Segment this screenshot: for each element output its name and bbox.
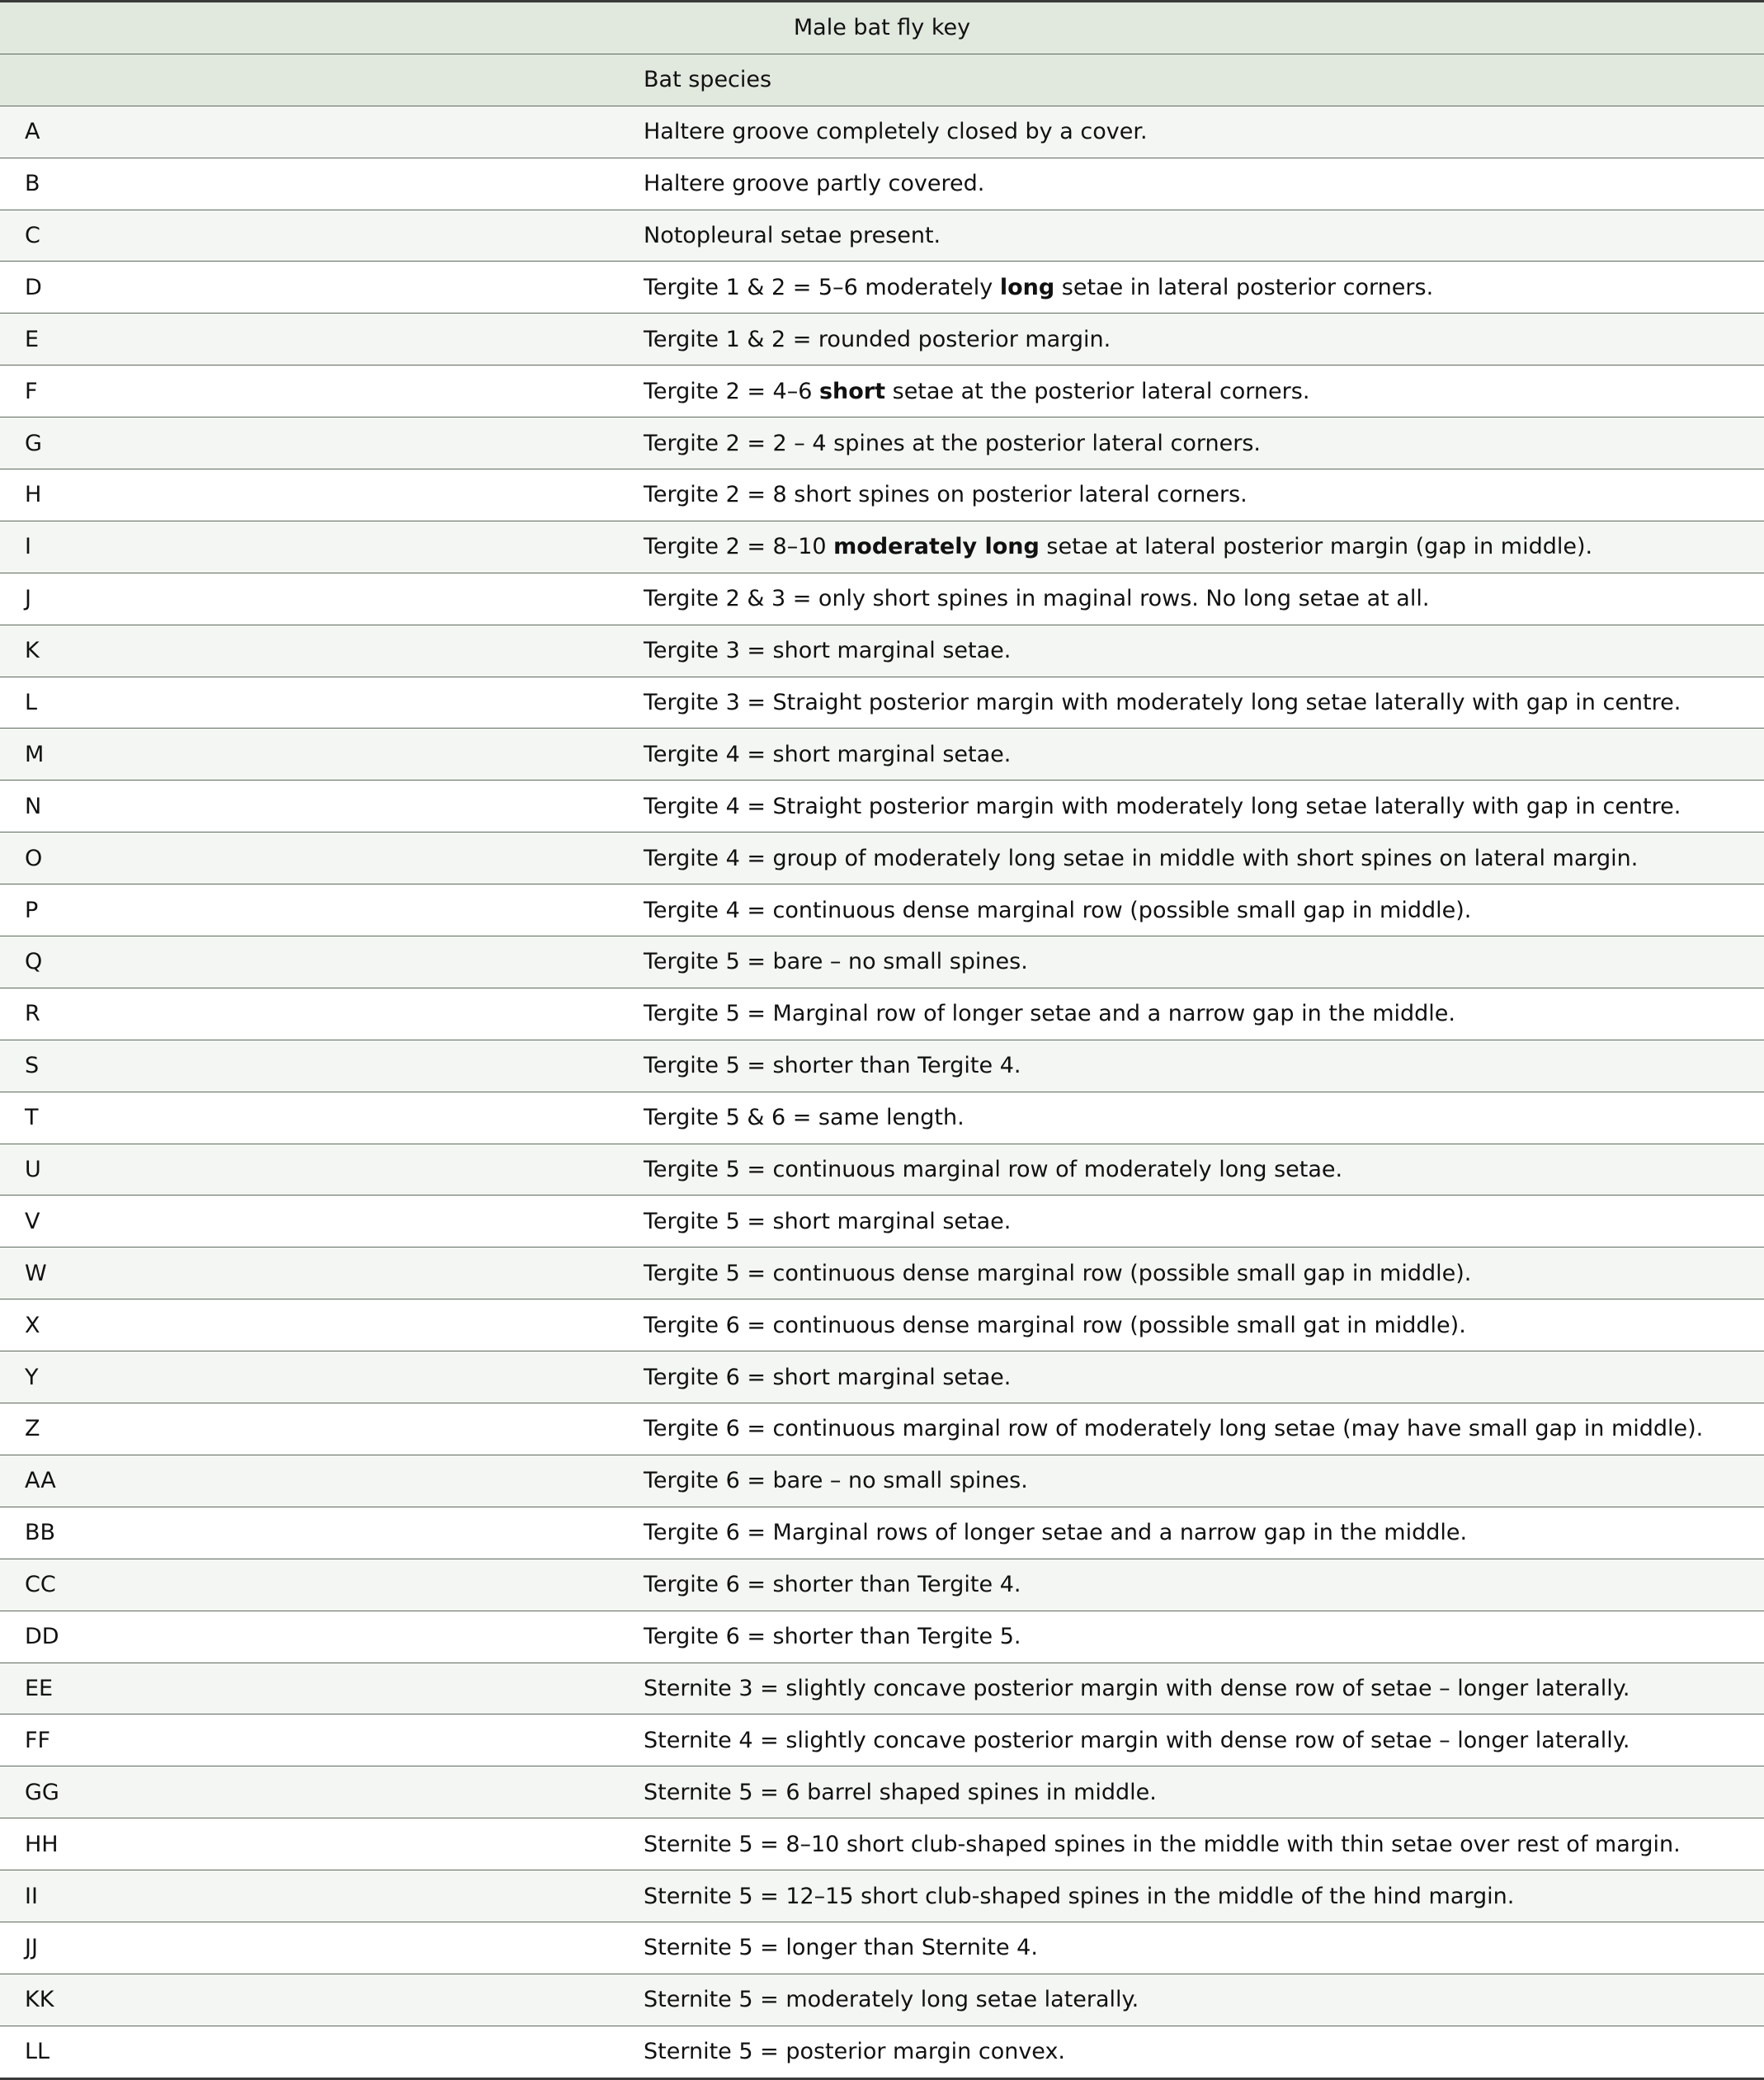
row-description — [619, 210, 1764, 262]
table-row — [0, 1922, 1764, 1974]
description-text: Tergite 4 = Straight posterior margin with moderately long setae laterally with gap in centre. — [644, 793, 1681, 819]
description-text: Tergite 2 = 8–10 — [644, 534, 834, 560]
row-key: R — [0, 988, 619, 1040]
table-row — [0, 677, 1764, 729]
description-text: Tergite 5 = short marginal setae. — [644, 1208, 1012, 1234]
table-row — [0, 469, 1764, 521]
table-row — [0, 210, 1764, 262]
description-text: Tergite 6 = continuous marginal row of moderately long setae (may have small gap in middle). — [644, 1416, 1704, 1442]
row-description — [619, 262, 1764, 314]
row-description — [619, 521, 1764, 573]
row-key: D — [0, 262, 619, 314]
table-row — [0, 158, 1764, 210]
description-text: Sternite 5 = 8–10 short club-shaped spines in the middle with thin setae over rest of margin. — [644, 1831, 1681, 1857]
row-description — [619, 469, 1764, 521]
row-description — [619, 1144, 1764, 1196]
description-text: Sternite 5 = 12–15 short club-shaped spines in the middle of the hind margin. — [644, 1883, 1515, 1909]
table-body — [0, 106, 1764, 2078]
description-text: Tergite 2 & 3 = only short spines in maginal rows. No long setae at all. — [644, 586, 1430, 612]
row-description — [619, 1248, 1764, 1299]
table-row — [0, 417, 1764, 469]
table-row — [0, 262, 1764, 314]
table-row — [0, 1663, 1764, 1714]
description-text: Tergite 2 = 4–6 — [644, 378, 819, 404]
description-text: Tergite 6 = Marginal rows of longer setae and a narrow gap in the middle. — [644, 1520, 1468, 1546]
row-key: L — [0, 677, 619, 729]
table-row — [0, 521, 1764, 573]
row-key: E — [0, 314, 619, 366]
description-text: Sternite 5 = posterior margin convex. — [644, 2039, 1066, 2065]
table-row — [0, 1299, 1764, 1351]
description-text: Tergite 6 = bare – no small spines. — [644, 1468, 1028, 1494]
row-description — [619, 1455, 1764, 1507]
description-emphasis: moderately long — [833, 534, 1040, 560]
row-description — [619, 1196, 1764, 1248]
table-row — [0, 1455, 1764, 1507]
description-text: Tergite 5 = shorter than Tergite 4. — [644, 1053, 1021, 1079]
description-text: Tergite 5 = Marginal row of longer setae and a narrow gap in the middle. — [644, 1001, 1455, 1027]
row-description — [619, 1351, 1764, 1403]
row-key: F — [0, 366, 619, 417]
row-description — [619, 677, 1764, 729]
description-text: Sternite 4 = slightly concave posterior margin with dense row of setae – longer laterally. — [644, 1727, 1630, 1753]
table-row — [0, 1714, 1764, 1766]
description-text: Sternite 5 = longer than Sternite 4. — [644, 1935, 1038, 1961]
row-description — [619, 884, 1764, 936]
table-row — [0, 366, 1764, 417]
description-text: Tergite 3 = Straight posterior margin with moderately long setae laterally with gap in centre. — [644, 690, 1681, 716]
row-key: K — [0, 625, 619, 677]
row-key: LL — [0, 2026, 619, 2078]
description-text: Tergite 5 = bare – no small spines. — [644, 949, 1028, 975]
description-text: Tergite 4 = continuous dense marginal row (possible small gap in middle). — [644, 897, 1472, 923]
row-key: KK — [0, 1974, 619, 2026]
row-description — [619, 106, 1764, 158]
row-description — [619, 1040, 1764, 1092]
description-text: Tergite 1 & 2 = 5–6 moderately — [644, 274, 1000, 300]
table-header-row — [0, 54, 1764, 106]
table-row — [0, 1974, 1764, 2026]
description-text: Tergite 5 = continuous dense marginal row (possible small gap in middle). — [644, 1260, 1472, 1286]
row-key: Q — [0, 936, 619, 988]
row-description — [619, 832, 1764, 884]
description-text: Sternite 5 = 6 barrel shaped spines in middle. — [644, 1779, 1157, 1805]
description-text: Tergite 6 = short marginal setae. — [644, 1364, 1012, 1390]
description-text: Notopleural setae present. — [644, 223, 941, 248]
row-key: C — [0, 210, 619, 262]
table-row — [0, 1611, 1764, 1663]
description-text: Tergite 3 = short marginal setae. — [644, 638, 1012, 664]
row-description — [619, 1922, 1764, 1974]
table-row — [0, 1559, 1764, 1611]
description-text: Tergite 6 = shorter than Tergite 5. — [644, 1624, 1021, 1650]
table-row — [0, 1870, 1764, 1922]
row-key: M — [0, 729, 619, 781]
row-key: V — [0, 1196, 619, 1248]
row-description — [619, 417, 1764, 469]
description-text: Tergite 6 = shorter than Tergite 4. — [644, 1572, 1021, 1598]
row-description — [619, 936, 1764, 988]
row-key: U — [0, 1144, 619, 1196]
table-row — [0, 729, 1764, 781]
table-row — [0, 884, 1764, 936]
row-key: Z — [0, 1403, 619, 1455]
row-key: Y — [0, 1351, 619, 1403]
description-text: Tergite 4 = short marginal setae. — [644, 741, 1012, 767]
description-text-cont: setae at the posterior lateral corners. — [885, 378, 1310, 404]
table-row — [0, 1818, 1764, 1870]
row-key: H — [0, 469, 619, 521]
description-text: Haltere groove completely closed by a cover. — [644, 119, 1148, 145]
table-title-row — [0, 2, 1764, 54]
description-text: Sternite 5 = moderately long setae laterally. — [644, 1987, 1139, 2013]
table-title: Male bat fly key — [0, 2, 1764, 54]
row-description — [619, 781, 1764, 832]
table-row — [0, 1507, 1764, 1559]
row-key: DD — [0, 1611, 619, 1663]
row-description — [619, 1507, 1764, 1559]
row-description — [619, 1974, 1764, 2026]
row-key: BB — [0, 1507, 619, 1559]
row-key: X — [0, 1299, 619, 1351]
row-description — [619, 1092, 1764, 1144]
table-row — [0, 1766, 1764, 1818]
row-description — [619, 988, 1764, 1040]
row-key: S — [0, 1040, 619, 1092]
description-text: Tergite 2 = 8 short spines on posterior lateral corners. — [644, 482, 1248, 508]
row-description — [619, 366, 1764, 417]
row-key: A — [0, 106, 619, 158]
row-description — [619, 158, 1764, 210]
row-description — [619, 1611, 1764, 1663]
table-row — [0, 2026, 1764, 2078]
row-description — [619, 1870, 1764, 1922]
description-text: Haltere groove partly covered. — [644, 171, 985, 197]
row-description — [619, 1663, 1764, 1714]
table-row — [0, 573, 1764, 625]
row-description — [619, 1714, 1764, 1766]
description-text: Tergite 1 & 2 = rounded posterior margin. — [644, 326, 1111, 352]
table-row — [0, 1196, 1764, 1248]
table-row — [0, 1092, 1764, 1144]
row-description — [619, 1766, 1764, 1818]
row-key: GG — [0, 1766, 619, 1818]
table-row — [0, 1040, 1764, 1092]
row-key: N — [0, 781, 619, 832]
row-key: W — [0, 1248, 619, 1299]
row-key: EE — [0, 1663, 619, 1714]
row-key: II — [0, 1870, 619, 1922]
description-text: Tergite 2 = 2 – 4 spines at the posterior lateral corners. — [644, 430, 1261, 456]
row-key: B — [0, 158, 619, 210]
row-description — [619, 1403, 1764, 1455]
row-description — [619, 729, 1764, 781]
table-row — [0, 1351, 1764, 1403]
column-header-key — [0, 54, 619, 106]
row-key: I — [0, 521, 619, 573]
table-row — [0, 1403, 1764, 1455]
row-key: HH — [0, 1818, 619, 1870]
table-row — [0, 625, 1764, 677]
table-row — [0, 1248, 1764, 1299]
description-text: Tergite 6 = continuous dense marginal row (possible small gat in middle). — [644, 1312, 1466, 1338]
row-description — [619, 625, 1764, 677]
row-key: P — [0, 884, 619, 936]
description-text: Tergite 5 & 6 = same length. — [644, 1105, 965, 1131]
description-text: Sternite 3 = slightly concave posterior margin with dense row of setae – longer laterally. — [644, 1675, 1630, 1701]
description-emphasis: short — [818, 378, 886, 404]
description-emphasis: long — [999, 274, 1055, 300]
row-key: O — [0, 832, 619, 884]
row-key: CC — [0, 1559, 619, 1611]
table-row — [0, 106, 1764, 158]
row-description — [619, 1559, 1764, 1611]
row-key: T — [0, 1092, 619, 1144]
row-key: G — [0, 417, 619, 469]
column-header-bat-species: Bat species — [619, 54, 1764, 106]
row-description — [619, 573, 1764, 625]
row-description — [619, 1299, 1764, 1351]
table-row — [0, 314, 1764, 366]
row-description — [619, 1818, 1764, 1870]
row-description — [619, 2026, 1764, 2078]
table-row — [0, 1144, 1764, 1196]
row-key: AA — [0, 1455, 619, 1507]
table-row — [0, 936, 1764, 988]
description-text-cont: setae in lateral posterior corners. — [1054, 274, 1434, 300]
description-text: Tergite 4 = group of moderately long setae in middle with short spines on lateral margin. — [644, 845, 1639, 871]
table-row — [0, 988, 1764, 1040]
row-key: J — [0, 573, 619, 625]
table-row — [0, 781, 1764, 832]
description-text: Tergite 5 = continuous marginal row of moderately long setae. — [644, 1157, 1343, 1183]
row-key: FF — [0, 1714, 619, 1766]
row-key: JJ — [0, 1922, 619, 1974]
description-text-cont: setae at lateral posterior margin (gap in middle). — [1039, 534, 1593, 560]
table-row — [0, 832, 1764, 884]
row-description — [619, 314, 1764, 366]
